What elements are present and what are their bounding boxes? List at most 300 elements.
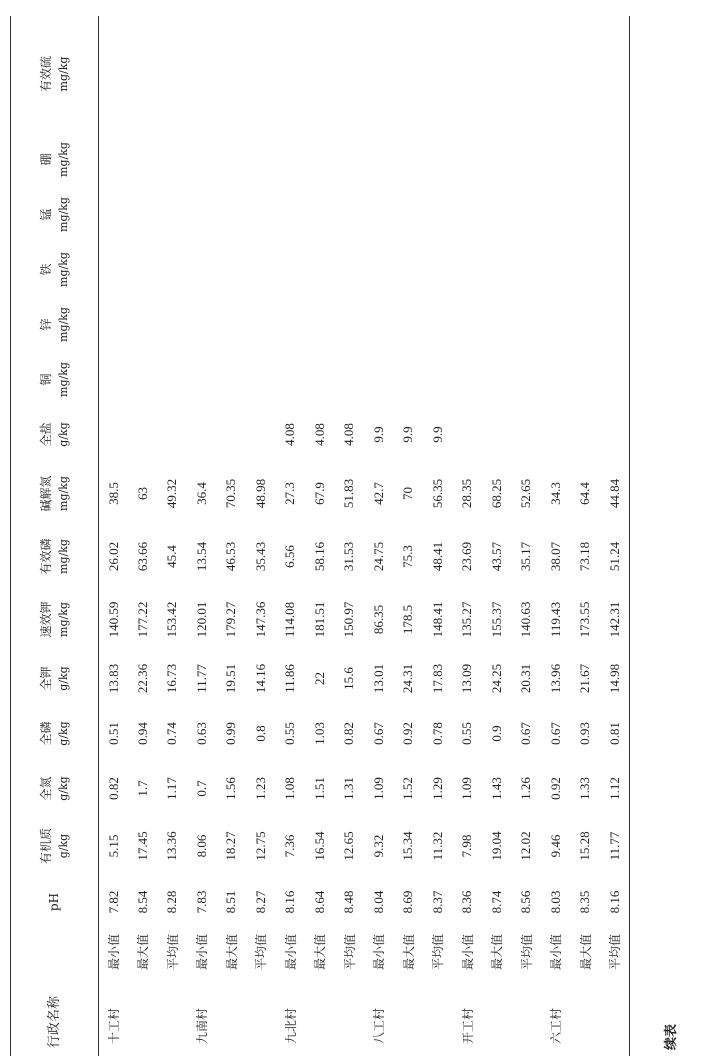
value-cell: 0.92 [547, 777, 563, 800]
value-cell: 7.82 [105, 890, 121, 914]
value-cell [246, 242, 276, 297]
value-cell [246, 407, 276, 462]
stat-label: 最大值 [224, 934, 239, 971]
value-cell: 86.35 [370, 604, 386, 635]
header-col-name: 全氮 [38, 776, 53, 801]
value-cell [423, 16, 453, 132]
value-cell [600, 297, 630, 352]
value-cell [453, 16, 483, 132]
value-cell: 64.4 [577, 482, 593, 505]
stat-label: 平均值 [254, 934, 269, 971]
header-col [11, 462, 99, 525]
value-cell [276, 187, 306, 242]
soil-nutrient-table [10, 16, 630, 1056]
header-col [11, 242, 99, 297]
value-cell [600, 16, 630, 132]
value-cell [187, 407, 217, 462]
value-cell: 140.63 [518, 601, 534, 638]
value-cell [305, 352, 335, 407]
header-col-unit: mg/kg [56, 362, 70, 397]
value-cell [158, 132, 188, 187]
header-col-name: 全盐 [38, 422, 53, 447]
village-name [512, 976, 542, 1056]
value-cell [364, 242, 394, 297]
value-cell [99, 297, 129, 352]
value-cell [423, 352, 453, 407]
village-name: 九南村 [195, 1007, 210, 1044]
value-cell: 120.01 [193, 601, 209, 638]
value-cell [187, 187, 217, 242]
header-col-name: 速效钾 [38, 601, 53, 638]
value-cell: 0.67 [370, 722, 386, 745]
header-col-unit: mg/kg [56, 476, 70, 511]
village-name: 开工村 [460, 1007, 475, 1044]
value-cell [335, 242, 365, 297]
value-cell: 177.22 [134, 601, 150, 638]
value-cell [158, 16, 188, 132]
village-name: 九北村 [283, 1007, 298, 1044]
stat-label: 平均值 [165, 934, 180, 971]
stat-label: 最小值 [549, 934, 564, 971]
value-cell [305, 187, 335, 242]
value-cell [217, 352, 247, 407]
value-cell: 13.96 [547, 663, 563, 694]
table-row [364, 16, 394, 1056]
value-cell: 1.43 [488, 777, 504, 800]
value-cell [423, 297, 453, 352]
value-cell: 38.5 [105, 482, 121, 505]
village-name [246, 976, 276, 1056]
table-header [11, 16, 99, 1056]
value-cell [394, 132, 424, 187]
value-cell: 35.17 [518, 541, 534, 572]
header-col-name: 铁 [38, 263, 53, 276]
value-cell: 7.98 [459, 834, 475, 858]
value-cell [158, 352, 188, 407]
header-col [11, 352, 99, 407]
value-cell [541, 132, 571, 187]
header-col [11, 132, 99, 187]
value-cell [394, 242, 424, 297]
stat-label: 平均值 [608, 934, 622, 971]
table-row [482, 16, 512, 1056]
value-cell: 19.51 [223, 663, 239, 694]
value-cell [482, 407, 512, 462]
value-cell: 16.54 [311, 831, 327, 861]
value-cell: 13.54 [193, 541, 209, 572]
table-row [246, 16, 276, 1056]
value-cell: 35.43 [252, 541, 268, 572]
stat-label: 最大值 [401, 934, 416, 971]
header-col [11, 16, 99, 132]
value-cell [394, 187, 424, 242]
value-cell [364, 187, 394, 242]
value-cell [276, 16, 306, 132]
header-col-name: 锰 [38, 208, 53, 221]
value-cell: 24.25 [488, 663, 504, 694]
value-cell [158, 242, 188, 297]
value-cell: 24.75 [370, 541, 386, 572]
value-cell: 1.56 [223, 777, 239, 800]
value-cell: 70 [400, 487, 416, 500]
value-cell: 8.37 [429, 890, 445, 914]
value-cell: 8.64 [311, 890, 327, 914]
value-cell [335, 16, 365, 132]
value-cell: 0.99 [223, 722, 239, 745]
table-row [394, 16, 424, 1056]
value-cell [99, 132, 129, 187]
header-col-unit: g/kg [56, 776, 70, 801]
value-cell: 0.74 [164, 722, 180, 745]
header-col-unit: mg/kg [56, 252, 70, 287]
value-cell [335, 297, 365, 352]
village-name [571, 976, 601, 1056]
value-cell: 0.67 [518, 722, 534, 745]
value-cell: 8.27 [252, 890, 268, 914]
stat-label: 平均值 [342, 934, 357, 971]
value-cell [305, 297, 335, 352]
value-cell: 23.69 [459, 541, 475, 572]
value-cell [453, 187, 483, 242]
value-cell: 4.08 [282, 423, 298, 446]
village-name [305, 976, 335, 1056]
value-cell [187, 242, 217, 297]
value-cell: 51.83 [341, 478, 357, 509]
header-admin-name: 行政名称 [47, 995, 62, 1048]
value-cell [276, 297, 306, 352]
header-col-unit: mg/kg [56, 56, 70, 92]
value-cell: 15.28 [577, 831, 593, 861]
value-cell [276, 242, 306, 297]
value-cell [335, 352, 365, 407]
value-cell: 8.35 [577, 890, 593, 914]
value-cell [512, 187, 542, 242]
value-cell [335, 132, 365, 187]
value-cell [305, 132, 335, 187]
value-cell: 8.74 [488, 890, 504, 914]
value-cell: 49.32 [164, 478, 180, 509]
value-cell [217, 242, 247, 297]
stat-label: 最小值 [107, 934, 121, 971]
value-cell: 17.83 [429, 663, 445, 694]
village-name: 八工村 [372, 1007, 387, 1044]
value-cell: 8.54 [134, 890, 150, 914]
value-cell: 148.41 [429, 601, 445, 638]
stat-label: 最大值 [313, 934, 328, 971]
value-cell [217, 407, 247, 462]
value-cell: 38.07 [547, 541, 563, 572]
value-cell: 0.8 [252, 725, 268, 742]
header-col [11, 706, 99, 761]
header-col-name: 全钾 [38, 666, 53, 691]
value-cell: 1.26 [518, 777, 534, 800]
header-col-name: 有机质 [38, 828, 53, 865]
value-cell: 0.82 [341, 722, 357, 745]
value-cell: 0.55 [282, 722, 298, 745]
village-name [128, 976, 158, 1056]
value-cell: 9.32 [370, 834, 386, 858]
value-cell: 45.4 [164, 545, 180, 568]
value-cell: 0.82 [105, 777, 121, 800]
header-col-name: 铜 [38, 373, 53, 386]
value-cell [482, 242, 512, 297]
value-cell [482, 132, 512, 187]
value-cell [99, 407, 129, 462]
value-cell: 24.31 [400, 663, 416, 694]
value-cell: 4.08 [341, 423, 357, 446]
value-cell: 9.9 [400, 426, 416, 443]
village-name: 六工村 [549, 1007, 564, 1044]
value-cell: 75.3 [400, 545, 416, 568]
value-cell: 153.42 [164, 601, 180, 638]
value-cell: 181.51 [311, 601, 327, 638]
value-cell [600, 132, 630, 187]
value-cell: 1.33 [577, 777, 593, 800]
value-cell [541, 242, 571, 297]
value-cell: 0.78 [429, 722, 445, 745]
header-col [11, 761, 99, 816]
value-cell: 28.35 [459, 478, 475, 509]
header-col-unit: mg/kg [56, 602, 70, 637]
value-cell [423, 132, 453, 187]
stat-label: 最小值 [460, 934, 475, 971]
value-cell [571, 242, 601, 297]
value-cell: 1.52 [400, 777, 416, 800]
value-cell [512, 407, 542, 462]
value-cell: 5.15 [105, 834, 121, 858]
value-cell [482, 297, 512, 352]
village-name [482, 976, 512, 1056]
value-cell: 13.83 [105, 663, 121, 694]
value-cell: 43.57 [488, 541, 504, 572]
value-cell [99, 242, 129, 297]
value-cell: 9.46 [547, 834, 563, 858]
value-cell [571, 352, 601, 407]
stat-label: 最小值 [372, 934, 387, 971]
value-cell [128, 187, 158, 242]
value-cell [187, 16, 217, 132]
header-col-name: 碱解氮 [38, 475, 53, 512]
value-cell: 26.02 [105, 541, 121, 572]
value-cell: 0.92 [400, 722, 416, 745]
value-cell [541, 352, 571, 407]
value-cell [217, 132, 247, 187]
value-cell [512, 132, 542, 187]
value-cell: 1.17 [164, 777, 180, 800]
value-cell: 173.55 [577, 601, 593, 638]
value-cell: 56.35 [429, 478, 445, 509]
value-cell: 11.86 [282, 664, 298, 693]
value-cell: 114.08 [282, 601, 298, 638]
value-cell: 17.45 [134, 831, 150, 861]
value-cell: 16.73 [164, 663, 180, 694]
value-cell [158, 187, 188, 242]
value-cell [453, 242, 483, 297]
value-cell: 0.7 [193, 780, 209, 797]
value-cell: 1.03 [311, 722, 327, 745]
header-ph: pH [47, 892, 61, 912]
value-cell [394, 297, 424, 352]
value-cell [158, 407, 188, 462]
header-col-unit: mg/kg [56, 142, 70, 177]
value-cell [246, 16, 276, 132]
value-cell: 0.94 [134, 722, 150, 745]
value-cell: 178.5 [400, 604, 416, 635]
value-cell: 22.36 [134, 663, 150, 694]
value-cell: 142.31 [606, 601, 622, 638]
value-cell: 8.06 [193, 834, 209, 858]
value-cell: 0.63 [193, 722, 209, 745]
value-cell: 52.65 [518, 478, 534, 509]
value-cell: 119.43 [547, 601, 563, 638]
value-cell: 12.02 [518, 831, 534, 861]
village-name [394, 976, 424, 1056]
value-cell [158, 297, 188, 352]
value-cell: 8.56 [518, 890, 534, 914]
value-cell [128, 407, 158, 462]
value-cell: 8.69 [400, 890, 416, 914]
stat-label: 最大值 [136, 934, 151, 971]
value-cell: 70.35 [223, 478, 239, 509]
value-cell [128, 16, 158, 132]
value-cell: 1.09 [370, 777, 386, 800]
value-cell: 150.97 [341, 601, 357, 638]
value-cell [512, 16, 542, 132]
value-cell [128, 352, 158, 407]
value-cell: 0.55 [459, 722, 475, 745]
value-cell: 63.66 [134, 541, 150, 572]
value-cell [541, 297, 571, 352]
value-cell: 12.75 [252, 831, 268, 861]
value-cell: 19.04 [488, 831, 504, 861]
value-cell: 12.65 [341, 831, 357, 861]
table-row [128, 16, 158, 1056]
value-cell: 14.98 [606, 663, 622, 694]
value-cell [187, 132, 217, 187]
value-cell: 7.36 [282, 834, 298, 858]
value-cell [453, 352, 483, 407]
value-cell: 67.9 [311, 482, 327, 505]
value-cell [364, 16, 394, 132]
value-cell: 1.23 [252, 777, 268, 800]
value-cell: 68.25 [488, 478, 504, 509]
value-cell: 1.29 [429, 777, 445, 800]
header-col-unit: g/kg [56, 833, 70, 859]
header-col [11, 588, 99, 651]
table-row [305, 16, 335, 1056]
header-col-unit: g/kg [56, 666, 70, 691]
value-cell: 179.27 [223, 601, 239, 638]
value-cell [276, 132, 306, 187]
value-cell [571, 16, 601, 132]
value-cell: 147.36 [252, 601, 268, 638]
value-cell: 11.77 [193, 664, 209, 693]
value-cell: 8.28 [164, 890, 180, 914]
value-cell: 14.16 [252, 663, 268, 694]
value-cell [541, 407, 571, 462]
value-cell: 0.9 [488, 725, 504, 742]
value-cell: 135.27 [459, 601, 475, 638]
header-col [11, 525, 99, 588]
value-cell: 8.51 [223, 890, 239, 914]
value-cell: 31.53 [341, 541, 357, 572]
value-cell: 140.59 [105, 601, 121, 638]
value-cell [512, 242, 542, 297]
value-cell: 8.16 [606, 890, 622, 914]
value-cell: 1.7 [134, 780, 150, 797]
value-cell: 1.12 [606, 777, 622, 800]
value-cell: 15.34 [400, 831, 416, 861]
value-cell [453, 407, 483, 462]
value-cell [305, 242, 335, 297]
village-name [158, 976, 188, 1056]
value-cell: 1.51 [311, 777, 327, 800]
value-cell: 1.08 [282, 777, 298, 800]
village-name [600, 976, 630, 1056]
value-cell [99, 187, 129, 242]
header-col-unit: g/kg [56, 422, 70, 447]
value-cell [482, 16, 512, 132]
value-cell: 8.03 [547, 890, 563, 914]
value-cell [217, 16, 247, 132]
header-col-unit: g/kg [56, 721, 70, 746]
value-cell [246, 352, 276, 407]
value-cell [364, 297, 394, 352]
value-cell [541, 187, 571, 242]
value-cell [217, 297, 247, 352]
value-cell: 8.36 [459, 890, 475, 914]
value-cell [600, 242, 630, 297]
value-cell: 34.3 [547, 482, 563, 505]
header-col-name: 锌 [38, 318, 53, 331]
value-cell: 18.27 [223, 831, 239, 861]
header-col-unit: mg/kg [56, 539, 70, 574]
value-cell: 15.6 [341, 667, 357, 690]
table-row [423, 16, 453, 1056]
value-cell: 46.53 [223, 541, 239, 572]
value-cell [600, 352, 630, 407]
header-col [11, 187, 99, 242]
value-cell: 13.01 [370, 663, 386, 694]
table-row [600, 16, 630, 1056]
value-cell [482, 187, 512, 242]
value-cell: 11.32 [429, 831, 445, 861]
value-cell [246, 132, 276, 187]
value-cell [394, 352, 424, 407]
value-cell [541, 16, 571, 132]
continued-label: 续表 [664, 1023, 679, 1050]
value-cell [571, 187, 601, 242]
value-cell [128, 132, 158, 187]
value-cell: 13.09 [459, 663, 475, 694]
value-cell: 0.51 [105, 722, 121, 745]
header-col-unit: mg/kg [56, 197, 70, 232]
value-cell: 7.83 [193, 890, 209, 914]
header-col-name: 有效磷 [38, 538, 53, 575]
value-cell: 58.16 [311, 541, 327, 572]
value-cell [217, 187, 247, 242]
stat-label: 最大值 [490, 934, 505, 971]
table-row [512, 16, 542, 1056]
table-row [99, 16, 129, 1056]
value-cell [276, 352, 306, 407]
value-cell: 1.31 [341, 777, 357, 800]
village-name: 十工村 [107, 1007, 121, 1044]
table-row [453, 16, 483, 1056]
value-cell [335, 187, 365, 242]
table-body [99, 16, 630, 1056]
value-cell: 73.18 [577, 541, 593, 572]
